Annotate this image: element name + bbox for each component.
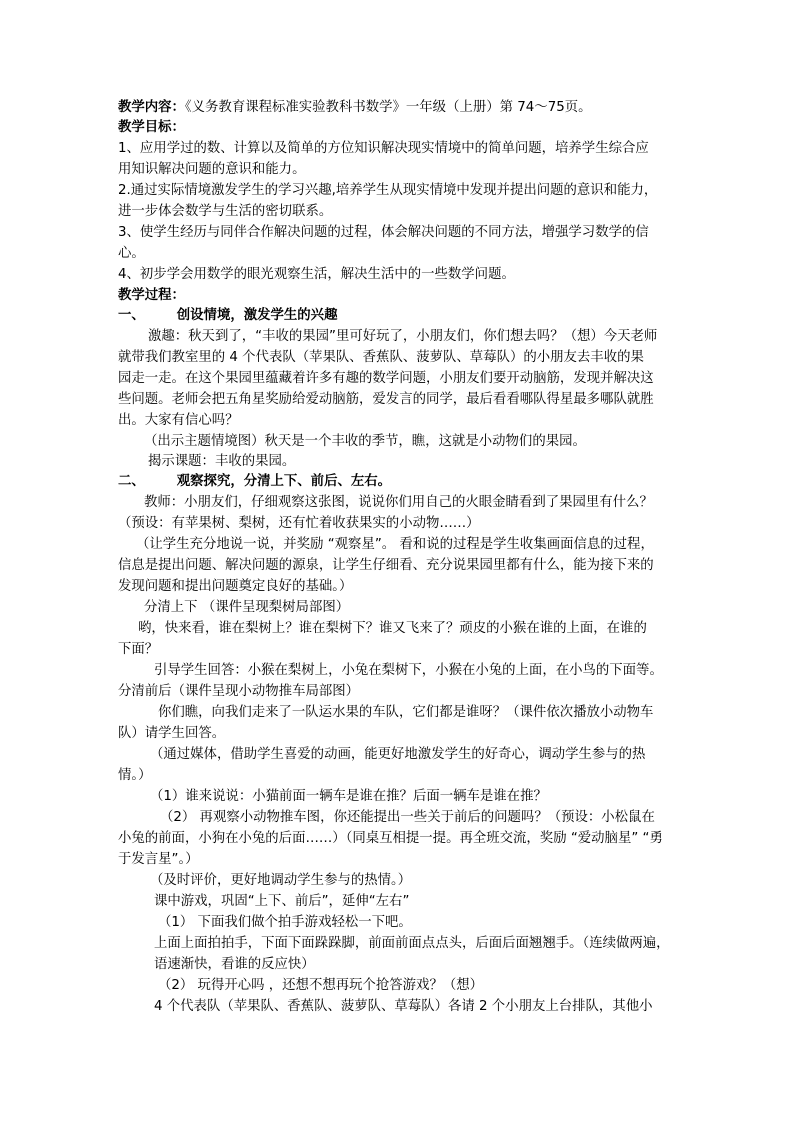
objective-line: 3、使学生经历与同伴合作解决问题的过程，体会解决问题的不同方法，增强学习数学的信 (118, 225, 649, 240)
paragraph-line: 分清上下 （课件呈现梨树局部图） (144, 600, 350, 615)
objective-line: 4、初步学会用数学的眼光观察生活，解决生活中的一些数学问题。 (118, 267, 515, 282)
objectives-title: 教学目标： (118, 120, 185, 135)
paragraph-line: （2） 再观察小动物推车图，你还能提出一些关于前后的问题吗？（预设：小松鼠在 (160, 810, 655, 825)
section-1-number: 一、 (118, 308, 145, 323)
paragraph-line: 出。大家有信心吗？ (118, 413, 239, 428)
objective-line: 用知识解决问题的意识和能力。 (118, 162, 306, 177)
paragraph-line: 发现问题和提出问题奠定良好的基础。） (118, 579, 353, 594)
paragraph-line: 你们瞧，向我们走来了一队运水果的车队，它们都是谁呀？（课件依次播放小动物车 (158, 705, 654, 720)
paragraph-line: 课中游戏，巩固“上下、前后”，延伸“左右” (154, 894, 410, 909)
objective-line: 进一步体会数学与生活的密切联系。 (118, 204, 333, 219)
paragraph-line: （及时评价，更好地调动学生参与的热情。） (150, 873, 412, 888)
paragraph-line: （预设：有苹果树、梨树，还有忙着收获果实的小动物……） (118, 516, 480, 531)
paragraph-line: 上面上面拍拍手，下面下面跺跺脚，前面前面点点头，后面后面翘翘手。（连续做两遍， (154, 936, 670, 951)
paragraph-line: 些问题。老师会把五角星奖励给爱动脑筋，爱发言的同学，最后看看哪队得星最多哪队就胜 (118, 392, 654, 407)
objective-line: 2.通过实际情境激发学生的学习兴趣,培养学生从现实情境中发现并提出问题的意识和能力， (118, 183, 658, 198)
paragraph-line: 就带我们教室里的 4 个代表队（苹果队、香蕉队、菠萝队、草莓队）的小朋友去丰收的果 (118, 350, 644, 365)
teaching-content-label: 教学内容： (118, 100, 185, 115)
objective-line: 1、应用学过的数、计算以及简单的方位知识解决现实情境中的简单问题，培养学生综合应 (118, 141, 649, 156)
paragraph-line: 下面？ (118, 642, 159, 657)
section-2-title: 观察探究，分清上下、前后、左右。 (176, 474, 392, 489)
paragraph-line: 激趣：秋天到了，“丰收的果园”里可好玩了，小朋友们，你们想去吗？（想）今天老师 (148, 329, 658, 344)
paragraph-line: 教师：小朋友们，仔细观察这张图，说说你们用自己的火眼金睛看到了果园里有什么？ (144, 495, 653, 510)
paragraph-line: 于发言星”。） (118, 852, 199, 867)
section-1-title: 创设情境，激发学生的兴趣 (176, 308, 338, 323)
paragraph-line: 队）请学生回答。 (118, 726, 226, 741)
process-title: 教学过程： (118, 288, 185, 303)
section-2-heading (118, 472, 391, 492)
paragraph-line: （1）谁来说说：小猫前面一辆车是谁在推？后面一辆车是谁在推？ (150, 789, 547, 804)
paragraph-line: 情。） (118, 768, 152, 783)
paragraph-line: 哟，快来看，谁在梨树上？谁在梨树下？谁又飞来了？顽皮的小猴在谁的上面，在谁的 (138, 621, 647, 636)
paragraph-line: （2） 玩得开心吗 ，还想不想再玩个抢答游戏？（想） (158, 978, 484, 993)
paragraph-line: 信息是提出问题、解决问题的源泉，让学生仔细看、充分说果园里都有什么，能为接下来的 (118, 558, 654, 573)
section-2-number: 二、 (118, 474, 145, 489)
paragraph-line: 园走一走。在这个果园里蕴藏着许多有趣的数学问题，小朋友们要开动脑筋，发现并解决这 (118, 371, 654, 386)
paragraph-line: （1） 下面我们做个拍手游戏轻松一下吧。 (158, 915, 412, 930)
paragraph-line: 小兔的前面，小狗在小兔的后面……）（同桌互相提一提。再全班交流，奖励 “爱动脑星” “勇 (118, 831, 663, 846)
paragraph-line: （出示主题情境图）秋天是一个丰收的季节，瞧，这就是小动物们的果园。 (144, 434, 586, 449)
paragraph-line: 分清前后（课件呈现小动物推车局部图） (118, 684, 360, 699)
objective-line: 心。 (118, 246, 145, 261)
paragraph-line: 语速渐快，看谁的反应快） (154, 957, 315, 972)
paragraph-line: 揭示课题：丰收的果园。 (148, 454, 296, 469)
paragraph-line: （让学生充分地说一说，并奖励 “观察星”。 看和说的过程是学生收集画面信息的过程， (136, 537, 654, 552)
paragraph-line: 4 个代表队（苹果队、香蕉队、菠萝队、草莓队）各请 2 个小朋友上台排队，其他小 (154, 999, 653, 1014)
paragraph-line: 引导学生回答：小猴在梨树上，小兔在梨树下，小猴在小兔的上面，在小鸟的下面等。 (154, 663, 663, 678)
section-1-heading (118, 306, 337, 326)
teaching-content-line (118, 98, 592, 118)
teaching-content-text: 《义务教育课程标准实验教科书数学》一年级（上册）第 74～75页。 (184, 100, 592, 115)
paragraph-line: （通过媒体，借助学生喜爱的动画，能更好地激发学生的好奇心，调动学生参与的热 (150, 747, 646, 762)
